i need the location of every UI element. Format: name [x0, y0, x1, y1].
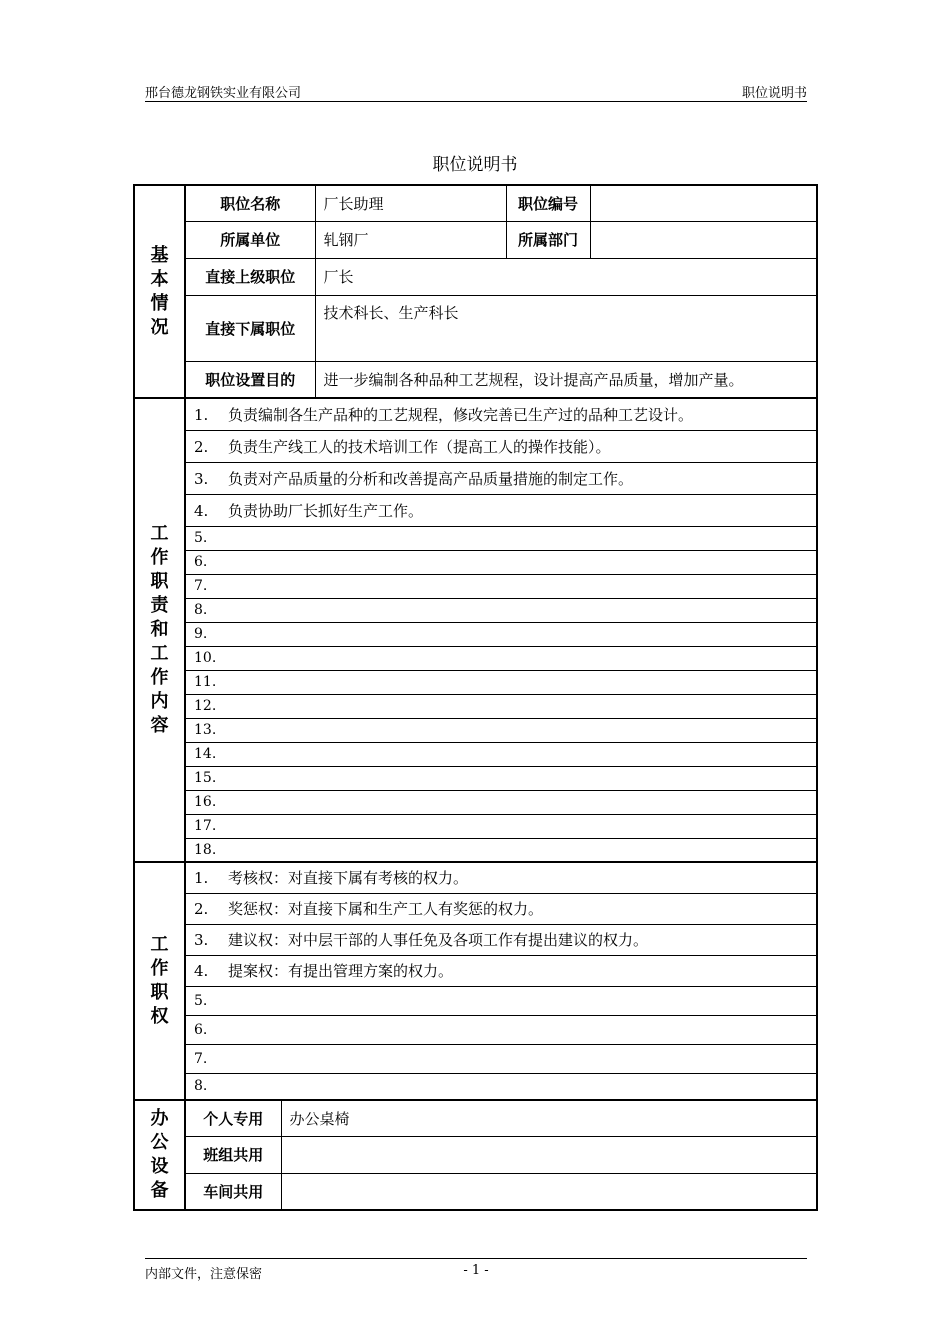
authority-item	[185, 986, 817, 1015]
duties-item	[185, 462, 817, 494]
authority-item	[185, 1044, 817, 1073]
duties-item	[185, 694, 817, 718]
duties-item	[185, 622, 817, 646]
item-text: 负责编制各生产品种的工艺规程，修改完善已生产过的品种工艺设计。	[228, 405, 694, 424]
authority-item	[185, 893, 817, 924]
item-number: 15.	[194, 770, 217, 786]
item-text: 负责对产品质量的分析和改善提高产品质量措施的制定工作。	[228, 469, 634, 488]
item-number: 1.	[194, 405, 209, 424]
item-number: 3.	[194, 931, 209, 949]
item-text: 考核权：对直接下属有考核的权力。	[228, 869, 469, 888]
duties-item	[185, 646, 817, 670]
equipment-label: 班组共用	[185, 1136, 281, 1173]
item-number: 5.	[194, 992, 208, 1009]
item-number: 14.	[194, 746, 217, 762]
page-header	[145, 82, 807, 102]
item-number: 7.	[194, 1050, 208, 1067]
item-number: 18.	[194, 841, 217, 858]
duties-item	[185, 766, 817, 790]
position-code-label: 职位编号	[506, 185, 590, 221]
item-number: 12.	[194, 698, 217, 714]
duties-item	[185, 398, 817, 430]
item-number: 8.	[194, 1078, 208, 1095]
item-number: 3.	[194, 469, 209, 488]
confidential-note: 内部文件，注意保密	[145, 1267, 263, 1282]
company-name: 邢台德龙钢铁实业有限公司	[145, 86, 302, 101]
equipment-label: 个人专用	[185, 1100, 281, 1136]
duties-item	[185, 550, 817, 574]
header-doc-type: 职位说明书	[741, 86, 807, 101]
purpose-label: 职位设置目的	[185, 361, 315, 398]
section-office-equipment: 办 公 设 备	[134, 1100, 185, 1210]
equipment-value	[281, 1173, 817, 1210]
item-number: 4.	[194, 501, 209, 520]
duties-item	[185, 494, 817, 526]
section-duties: 工 作 职 责 和 工 作 内 容	[134, 398, 185, 862]
section-authority: 工 作 职 权	[134, 862, 185, 1100]
duties-item	[185, 430, 817, 462]
item-text: 负责协助厂长抓好生产工作。	[228, 501, 424, 520]
duties-item	[185, 790, 817, 814]
item-number: 9.	[194, 626, 208, 642]
item-number: 17.	[194, 818, 217, 834]
item-text: 奖惩权：对直接下属和生产工人有奖惩的权力。	[228, 900, 544, 918]
position-name-label: 职位名称	[185, 185, 315, 221]
authority-item	[185, 924, 817, 955]
item-number: 6.	[194, 554, 208, 570]
item-number: 2.	[194, 437, 209, 456]
authority-item	[185, 1073, 817, 1100]
position-code-value	[590, 185, 817, 221]
duties-item	[185, 574, 817, 598]
equipment-value	[281, 1136, 817, 1173]
duties-item	[185, 598, 817, 622]
subordinate-value: 技术科长、生产科长	[315, 295, 817, 361]
item-number: 10.	[194, 650, 217, 666]
item-number: 13.	[194, 722, 217, 738]
equipment-value: 办公桌椅	[281, 1100, 817, 1136]
duties-item	[185, 814, 817, 838]
item-number: 7.	[194, 578, 208, 594]
authority-item	[185, 955, 817, 986]
page-number: - 1 -	[463, 1263, 489, 1278]
duties-item	[185, 670, 817, 694]
document-title: 职位说明书	[432, 155, 518, 175]
unit-label: 所属单位	[185, 221, 315, 258]
duties-item	[185, 718, 817, 742]
item-number: 6.	[194, 1021, 208, 1038]
unit-value: 轧钢厂	[315, 221, 506, 258]
item-number: 11.	[194, 674, 217, 690]
item-number: 16.	[194, 794, 217, 810]
authority-item	[185, 862, 817, 893]
item-number: 1.	[194, 869, 209, 888]
duties-item	[185, 742, 817, 766]
item-number: 2.	[194, 900, 209, 918]
item-number: 8.	[194, 602, 208, 618]
superior-label: 直接上级职位	[185, 258, 315, 295]
authority-item	[185, 1015, 817, 1044]
item-text: 负责生产线工人的技术培训工作（提高工人的操作技能）。	[228, 437, 611, 456]
duties-item	[185, 526, 817, 550]
superior-value: 厂长	[315, 258, 817, 295]
page-footer	[145, 1258, 807, 1282]
department-label: 所属部门	[506, 221, 590, 258]
equipment-label: 车间共用	[185, 1173, 281, 1210]
item-text: 提案权：有提出管理方案的权力。	[228, 962, 454, 980]
item-number: 5.	[194, 530, 208, 546]
job-description-table	[133, 184, 818, 1211]
purpose-value: 进一步编制各种品种工艺规程，设计提高产品质量，增加产量。	[315, 361, 817, 398]
department-value	[590, 221, 817, 258]
section-basic-info: 基 本 情 况	[134, 185, 185, 398]
duties-item	[185, 838, 817, 862]
position-name-value: 厂长助理	[315, 185, 506, 221]
subordinate-label: 直接下属职位	[185, 295, 315, 361]
item-number: 4.	[194, 962, 209, 980]
item-text: 建议权：对中层干部的人事任免及各项工作有提出建议的权力。	[228, 931, 649, 949]
